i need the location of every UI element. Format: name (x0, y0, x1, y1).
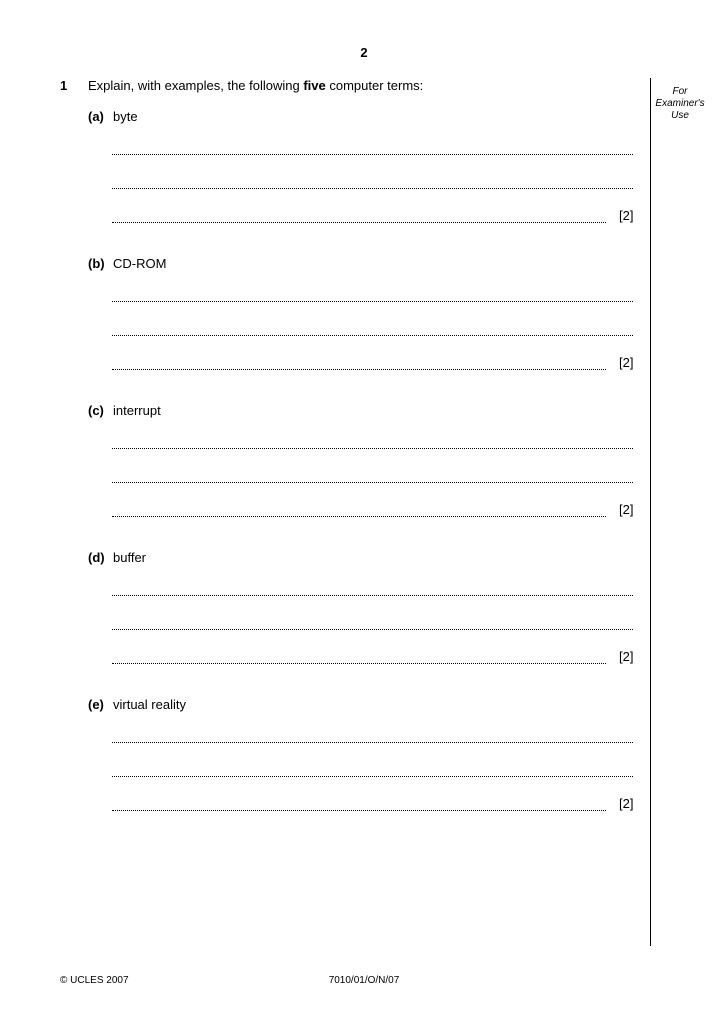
question-number: 1 (60, 78, 68, 93)
examiner-note-line-2: Examiner's (655, 98, 705, 109)
part-b-heading (88, 256, 166, 271)
part-c-answer-line-3[interactable] (112, 516, 606, 517)
part-b-answer-line-3[interactable] (112, 369, 606, 370)
part-a-heading (88, 109, 138, 124)
part-c-marks: [2] (619, 502, 634, 517)
part-d-label: (d) (88, 550, 105, 565)
part-c-label: (c) (88, 403, 104, 418)
part-e-label: (e) (88, 697, 104, 712)
footer-copyright: © UCLES 2007 (60, 975, 129, 986)
part-e-answer-line-1[interactable] (112, 742, 633, 743)
part-e-answer-line-3[interactable] (112, 810, 606, 811)
part-d-term: buffer (113, 550, 147, 565)
part-d-answer-line-2[interactable] (112, 629, 633, 630)
footer-paper-code: 7010/01/O/N/07 (328, 975, 400, 986)
part-a-term: byte (113, 109, 138, 124)
part-b-term: CD-ROM (113, 256, 167, 271)
part-e-marks: [2] (619, 796, 634, 811)
part-b-marks: [2] (619, 355, 634, 370)
examiner-note-line-3: Use (671, 110, 689, 121)
examiner-margin-rule (650, 78, 651, 946)
page-number: 2 (360, 45, 368, 60)
part-e-heading (88, 697, 186, 712)
prompt-text-before: Explain, with examples, the following (88, 78, 304, 93)
question-prompt (88, 78, 423, 93)
part-b-answer-line-2[interactable] (112, 335, 633, 336)
part-a-answer-line-2[interactable] (112, 188, 633, 189)
examiner-use-note (652, 86, 708, 122)
part-d-heading (88, 550, 146, 565)
prompt-text-bold: five (303, 78, 326, 93)
part-c-answer-line-1[interactable] (112, 448, 633, 449)
part-a-answer-line-1[interactable] (112, 154, 633, 155)
part-d-answer-line-1[interactable] (112, 595, 633, 596)
part-a-label: (a) (88, 109, 104, 124)
part-c-heading (88, 403, 161, 418)
prompt-text-after: computer terms: (325, 78, 424, 93)
part-d-marks: [2] (619, 649, 634, 664)
part-c-answer-line-2[interactable] (112, 482, 633, 483)
part-d-answer-line-3[interactable] (112, 663, 606, 664)
part-b-answer-line-1[interactable] (112, 301, 633, 302)
part-a-marks: [2] (619, 208, 634, 223)
examiner-note-line-1: For (672, 86, 688, 97)
part-c-term: interrupt (113, 403, 161, 418)
part-b-label: (b) (88, 256, 105, 271)
part-e-term: virtual reality (113, 697, 186, 712)
part-a-answer-line-3[interactable] (112, 222, 606, 223)
part-e-answer-line-2[interactable] (112, 776, 633, 777)
